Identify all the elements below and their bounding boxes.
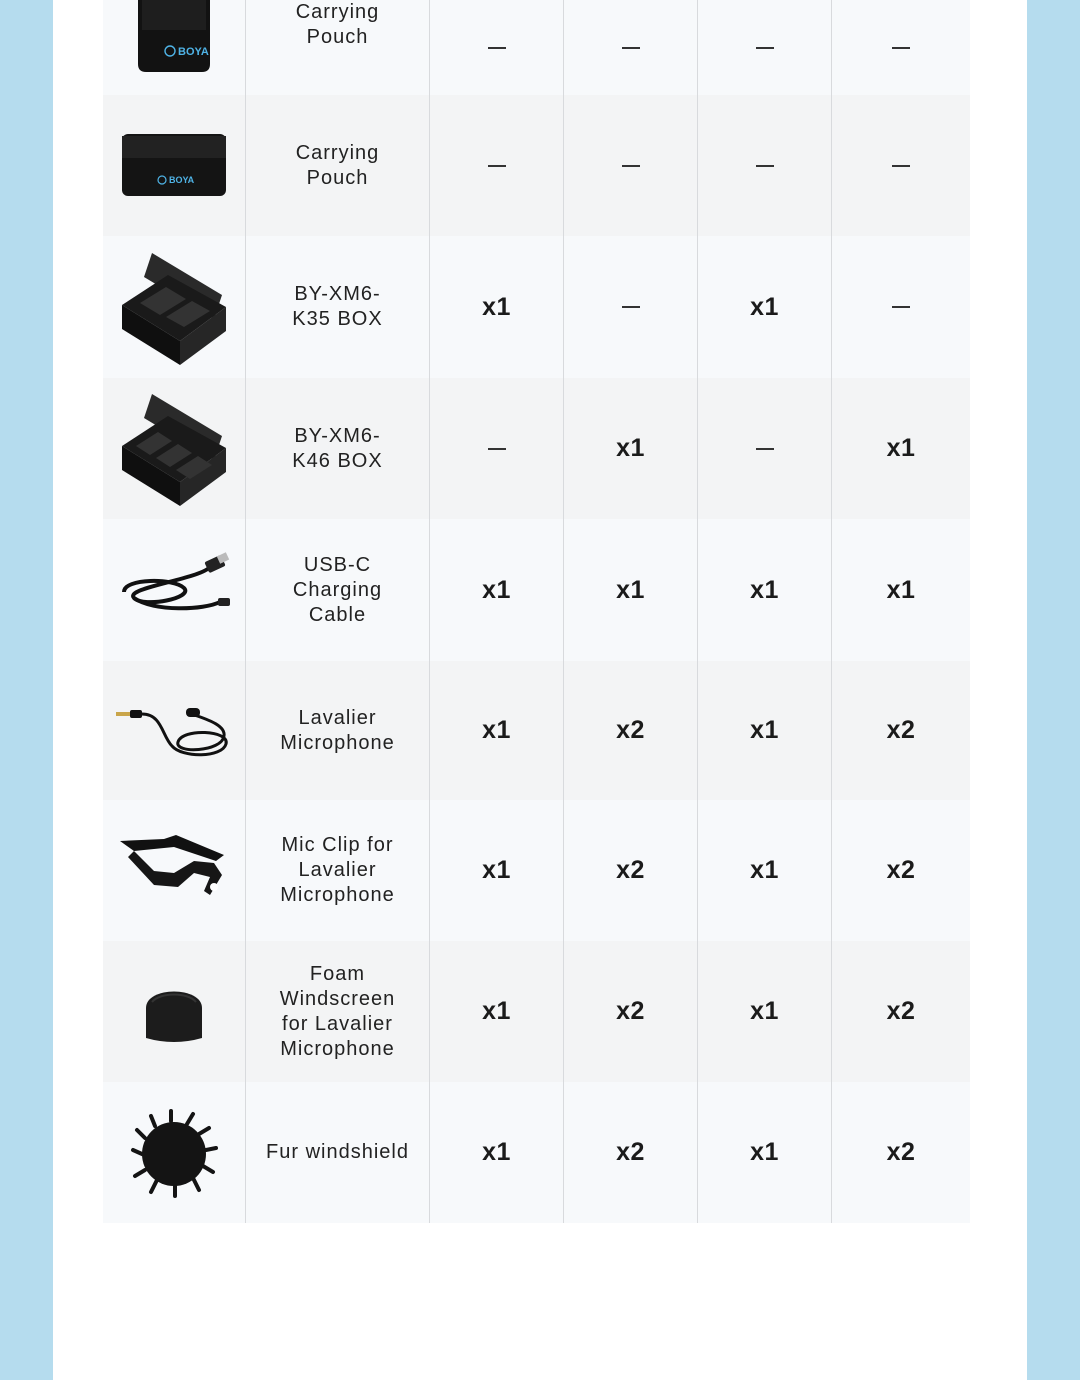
value-cell	[832, 519, 970, 661]
value-cell	[832, 0, 970, 95]
value-cell	[564, 236, 698, 378]
value-cell	[698, 1082, 832, 1223]
fur-windshield-icon	[103, 1082, 246, 1223]
quantity-value: x1	[750, 575, 779, 604]
value-cell	[564, 0, 698, 95]
value-cell	[698, 0, 832, 95]
value-cell	[430, 941, 564, 1082]
quantity-value: x1	[482, 716, 511, 744]
value-cell	[430, 1082, 564, 1223]
value-cell	[430, 0, 564, 95]
value-cell	[832, 1082, 970, 1223]
value-cell	[430, 800, 564, 941]
pouch-flat-icon	[103, 95, 246, 236]
quantity-value: x1	[482, 575, 511, 604]
dash-icon	[756, 47, 774, 49]
quantity-value: x1	[750, 716, 779, 744]
value-cell	[430, 519, 564, 661]
quantity-value: x1	[886, 434, 916, 462]
table-row	[103, 519, 970, 661]
value-cell	[832, 661, 970, 800]
dash-icon	[892, 47, 910, 49]
table-row	[103, 0, 970, 95]
package-contents-table	[103, 0, 970, 1223]
dash-icon	[892, 165, 910, 167]
item-name-cell	[246, 941, 430, 1082]
quantity-value: x1	[750, 856, 779, 884]
foam-windscreen-icon	[103, 941, 246, 1082]
value-cell	[564, 519, 698, 661]
value-cell	[430, 661, 564, 800]
item-name: Carrying Pouch	[295, 141, 380, 189]
table-row	[103, 1082, 970, 1223]
value-cell	[698, 941, 832, 1082]
quantity-value: x2	[886, 856, 916, 884]
dash-icon	[488, 47, 506, 49]
value-cell	[832, 378, 970, 519]
quantity-value: x1	[750, 997, 779, 1025]
table-row	[103, 95, 970, 236]
quantity-value: x1	[616, 434, 645, 462]
value-cell	[430, 95, 564, 236]
item-name-cell	[246, 1082, 430, 1223]
quantity-value: x1	[482, 292, 511, 321]
item-name-cell	[246, 95, 430, 236]
svg-text:BOYA: BOYA	[178, 46, 209, 58]
value-cell	[698, 378, 832, 519]
item-name: Lavalier Microphone	[280, 706, 395, 754]
item-name: BY-XM6- K46 BOX	[292, 424, 383, 472]
item-name-cell	[246, 661, 430, 800]
quantity-value: x2	[616, 1138, 645, 1166]
charging-box-icon	[103, 378, 246, 519]
charging-box-icon	[103, 236, 246, 378]
table-row	[103, 378, 970, 519]
item-name: USB-C Charging Cable	[292, 553, 383, 626]
pouch-upright-icon	[103, 0, 246, 95]
dash-icon	[756, 165, 774, 167]
value-cell	[564, 661, 698, 800]
quantity-value: x1	[886, 575, 916, 604]
quantity-value: x1	[482, 856, 511, 884]
item-name: Fur windshield	[266, 1141, 409, 1163]
item-name: Mic Clip for Lavalier Microphone	[280, 834, 395, 906]
quantity-value: x2	[886, 1138, 916, 1166]
dash-icon	[488, 165, 506, 167]
value-cell	[832, 800, 970, 941]
value-cell	[698, 519, 832, 661]
quantity-value: x1	[616, 575, 645, 604]
item-name-cell	[246, 800, 430, 941]
dash-icon	[488, 448, 506, 450]
value-cell	[832, 95, 970, 236]
value-cell	[564, 800, 698, 941]
value-cell	[832, 236, 970, 378]
value-cell	[698, 800, 832, 941]
value-cell	[698, 95, 832, 236]
value-cell	[430, 378, 564, 519]
value-cell	[564, 941, 698, 1082]
content-panel	[53, 0, 1027, 1380]
quantity-value: x2	[616, 856, 645, 884]
dash-icon	[622, 47, 640, 49]
item-name: BY-XM6- K35 BOX	[292, 283, 383, 330]
quantity-value: x2	[886, 716, 916, 744]
table-row	[103, 800, 970, 941]
value-cell	[564, 95, 698, 236]
quantity-value: x2	[886, 997, 916, 1025]
value-cell	[698, 661, 832, 800]
item-name-cell	[246, 0, 430, 95]
item-name-cell	[246, 236, 430, 378]
dash-icon	[756, 448, 774, 450]
quantity-value: x1	[482, 997, 511, 1025]
item-name-cell	[246, 519, 430, 661]
lavalier-mic-icon	[103, 661, 246, 800]
usb-cable-icon	[103, 519, 246, 661]
quantity-value: x1	[750, 292, 779, 321]
value-cell	[564, 1082, 698, 1223]
svg-text:BOYA: BOYA	[169, 174, 195, 185]
value-cell	[564, 378, 698, 519]
table-row	[103, 236, 970, 378]
dash-icon	[892, 306, 910, 308]
table-row	[103, 941, 970, 1082]
value-cell	[430, 236, 564, 378]
item-name: Foam Windscreen for Lavalier Microphone	[279, 962, 396, 1060]
mic-clip-icon	[103, 800, 246, 941]
dash-icon	[622, 165, 640, 167]
quantity-value: x2	[616, 997, 645, 1025]
quantity-value: x1	[750, 1138, 779, 1166]
value-cell	[832, 941, 970, 1082]
table-row	[103, 661, 970, 800]
value-cell	[698, 236, 832, 378]
quantity-value: x1	[482, 1138, 511, 1166]
item-name-cell	[246, 378, 430, 519]
dash-icon	[622, 306, 640, 308]
quantity-value: x2	[616, 716, 645, 744]
item-name: Carrying Pouch	[295, 1, 380, 48]
